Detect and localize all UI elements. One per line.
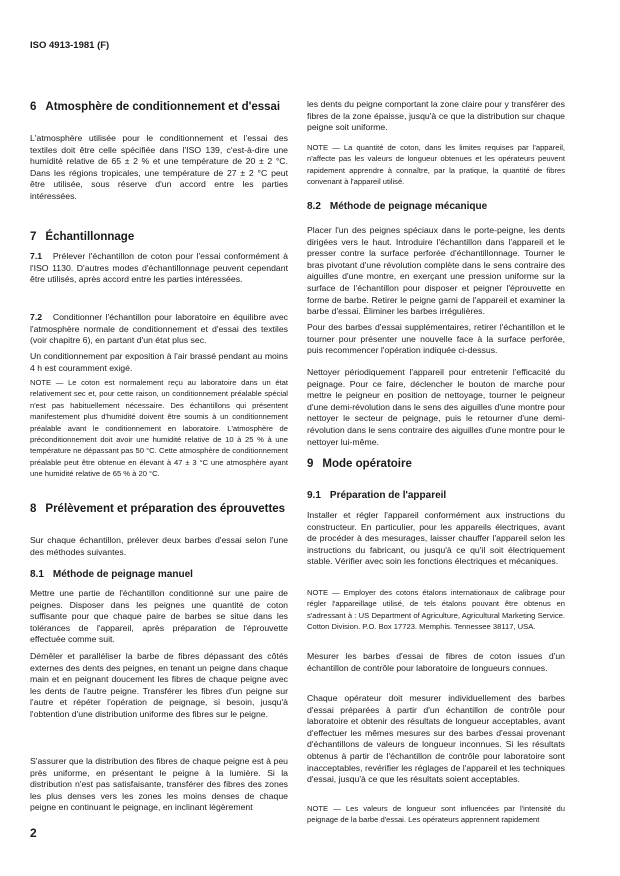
page-number: 2 xyxy=(30,826,37,840)
clause-text: Prélever l'échantillon de coton pour l'essai conformément à l'ISO 1130. D'autres modes d'échantillonnage peuvent cependant être utilisés, après accord entre les parties intéressées. xyxy=(30,251,288,285)
section-number: 9.1 xyxy=(307,490,321,501)
section-number: 8.1 xyxy=(30,569,44,580)
clause-text: Conditionner l'échantillon pour laboratoire en équilibre avec l'atmosphère normale de conditionnement et d'essai des textiles (voir chapitre 6), en partant d'un état plus sec. xyxy=(30,312,288,346)
section-8-1-paragraph: S'assurer que la distribution des fibres de chaque peigne est à peu près uniforme, en présentant le peigne à la lumière. Si la distribution n'est pas satisfaisante, transférer des fibres des zones les plus denses vers les zones les moins denses de chaque peigne en continuant le peignage, en inclinant légèrement xyxy=(30,756,288,813)
section-8-2-paragraph: Placer l'un des peignes spéciaux dans le porte-peigne, les dents dirigées vers le haut. Introduire l'échantillon dans l'appareil et le presser contre la surface perforée d'échantillonnage. Tourner le bras pivotant d'une révolution complète dans le sens contraire des aiguilles d'une montre, en exerçant une pression uniforme sur la surface de l'échantillon pour disposer et peigner l'éprouvette en forme de barbe. Retirer le peigne garni de l'appareil et examiner la barbe d'essai. Éliminer les barbes irrégulières. xyxy=(307,225,565,317)
section-8-2-paragraph: Pour des barbes d'essai supplémentaires, retirer l'échantillon et le tourner pour présenter une nouvelle face à la surface perforée, puis recommencer l'opération indiquée ci-dessus. xyxy=(307,322,565,356)
section-number: 9 xyxy=(307,458,314,470)
section-title: Atmosphère de conditionnement et d'essai xyxy=(45,101,281,113)
section-6-paragraph: L'atmosphère utilisée pour le conditionnement et l'essai des textiles doit être celle spécifiée dans l'ISO 139, c'est-à-dire une humidité relative de 65 ± 2 % et une température de 20 ± 2 °C. Dans les régions tropicales, une température de 27 ± 2 °C peut être utilisée, sous réserve d'un accord entre les parties intéressées. xyxy=(30,133,288,201)
section-8-paragraph: Sur chaque échantillon, prélever deux barbes d'essai selon l'une des méthodes suivantes. xyxy=(30,535,288,557)
section-8-1-note: NOTE — La quantité de coton, dans les limites requises par l'appareil, n'affecte pas les valeurs de longueur obtenues et les opérateurs peuvent rapidement apprendre à connaître, par la pratique, la quantité de fibres convenant à l'appareil utilisé. xyxy=(307,143,565,187)
section-title: Méthode de peignage manuel xyxy=(52,569,193,580)
clause-number: 7.2 xyxy=(30,312,43,322)
section-title: Préparation de l'appareil xyxy=(329,490,447,501)
section-8-2-heading xyxy=(307,201,565,213)
section-8-1-heading xyxy=(30,569,288,581)
section-9-1-note: NOTE — Employer des cotons étalons internationaux de calibrage pour régler l'appareillage utilisé, de tels étalons pouvant être obtenus en s'adressant à : US Department of Agriculture, Agricultural Marketing Service. Cotton Division. P.O. Box 17723. Memphis. Tennessee 38117, USA. xyxy=(307,588,565,632)
section-number: 8.2 xyxy=(307,201,321,212)
section-title: Méthode de peignage mécanique xyxy=(329,201,488,212)
section-8-1-paragraph: Démêler et paralléliser la barbe de fibres dépassant des côtés externes des dents des peignes, en tenant un peigne dans chaque main et en peignant doucement les fibres de chaque peigne avec les dents de l'autre peigne. Transférer les fibres d'un peigne sur l'autre et répéter l'opération de peignage, si besoin, jusqu'à l'obtention d'une distribution uniforme des fibres sur le peigne. xyxy=(30,651,288,719)
document-header: ISO 4913-1981 (F) xyxy=(30,40,110,51)
section-9-1-paragraph: Mesurer les barbes d'essai de fibres de coton issues d'un échantillon de contrôle pour laboratoire de longueurs connues. xyxy=(307,651,565,673)
section-8-2-paragraph: Nettoyer périodiquement l'appareil pour entretenir l'efficacité du peignage. Pour ce faire, déclencher le bouton de marche pour mettre le peigneur en position de nettoyage, tourner le peigneur d'une demi-révolution dans le sens des aiguilles d'une montre pour nettoyer le secteur de peignage, puis le retourner d'une demi-révolution dans le sens contraire des aiguilles d'une montre pour le nettoyer lui-même. xyxy=(307,367,565,447)
section-6-heading xyxy=(30,101,288,114)
section-9-1-note: NOTE — Les valeurs de longueur sont influencées par l'intensité du peignage de la barbe d'essai. Les opérateurs apprennent rapidement xyxy=(307,804,565,825)
section-9-heading xyxy=(307,458,565,471)
section-title: Prélèvement et préparation des éprouvettes xyxy=(45,503,286,515)
section-9-1-heading xyxy=(307,490,565,502)
section-7-note: NOTE — Le coton est normalement reçu au laboratoire dans un état relativement sec et, pour cette raison, un conditionnement préalable spécial n'est pas habituellement nécessaire. Des échantillons qui présentent manifestement plus d'humidité doivent être soumis à un conditionnement préalable avant le conditionnement en laboratoire. L'atmosphère de préconditionnement doit avoir une humidité relative de 10 à 25 % à une température ne dépassant pas 50 °C. Cette atmosphère de conditionnement préalable peut être obtenue en élevant à 47 ± 3 °C une atmosphère ayant une humidité relative de 65 % à 20 °C. xyxy=(30,378,288,479)
section-8-1-paragraph: Mettre une partie de l'échantillon conditionné sur une paire de peignes. Disposer dans les peignes une quantité de coton suffisante pour que chaque paire de barbes se situe dans les tolérances de l'appareil, après préparation de l'éprouvette effectuée comme suit. xyxy=(30,588,288,645)
section-title: Mode opératoire xyxy=(322,458,412,470)
clause-7-1 xyxy=(30,251,288,286)
clause-number: 7.1 xyxy=(30,251,43,261)
section-9-1-paragraph: Installer et régler l'appareil conformément aux instructions du constructeur. En particulier, pour les appareils électriques, avant de procéder à des mesurages, laisser chauffer l'appareil selon les instructions du fabricant, ou jusqu'à ce qu'il soit électriquement stable. Vérifier avec soin les fonctions électriques et mécaniques. xyxy=(307,510,565,567)
section-7-heading xyxy=(30,231,288,244)
section-number: 6 xyxy=(30,101,37,113)
section-title: Échantillonnage xyxy=(45,231,135,243)
section-number: 7 xyxy=(30,231,37,243)
continued-paragraph: les dents du peigne comportant la zone claire pour y transférer des fibres de la zone épaisse, jusqu'à ce que la distribution sur chaque peigne soit uniforme. xyxy=(307,99,565,133)
section-9-1-paragraph: Chaque opérateur doit mesurer individuellement des barbes d'essai préparées à partir d'un échantillon de contrôle pour laboratoire et obtenir des résultats de longueur acceptables, avant d'effectuer les mêmes mesures sur des barbes d'essai provenant d'échantillons de valeurs de longueur inconnues. Si les résultats obtenus à partir de l'échantillon de contrôle pour laboratoire sont inacceptables, revérifier les réglages de l'appareil et les techniques d'essai, jusqu'à ce que les résultats soient acceptables. xyxy=(307,693,565,785)
section-7-paragraph: Un conditionnement par exposition à l'air brassé pendant au moins 4 h est couramment exigé. xyxy=(30,351,288,373)
section-8-heading xyxy=(30,503,288,516)
clause-7-2 xyxy=(30,312,288,347)
section-number: 8 xyxy=(30,503,37,515)
